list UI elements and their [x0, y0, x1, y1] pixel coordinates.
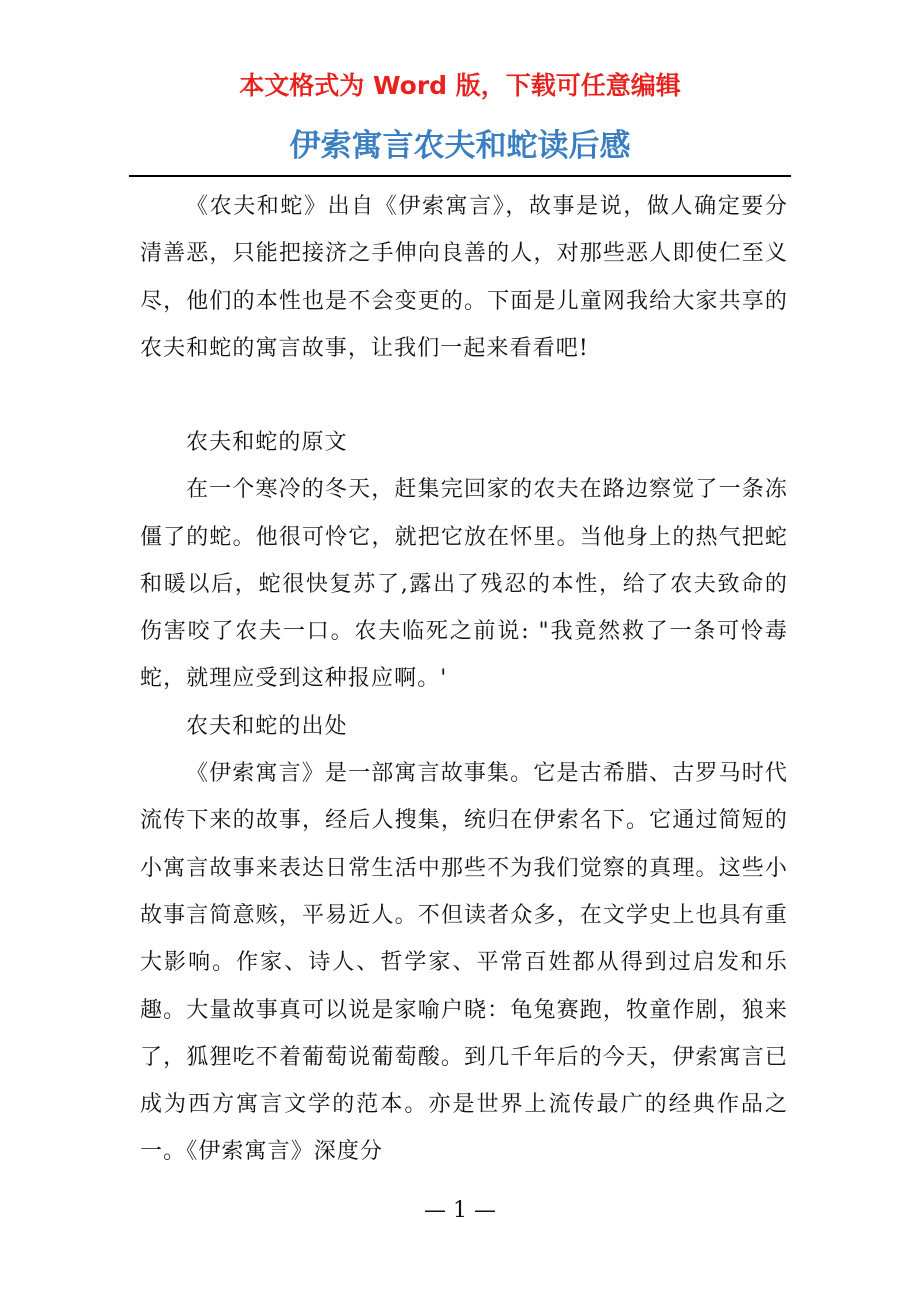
document-body — [140, 183, 788, 372]
original-story-paragraph: 在一个寒冷的冬天，赶集完回家的农夫在路边察觉了一条冻僵了的蛇。他很可怜它，就把它放在怀里。当他身上的热气把蛇和暖以后，蛇很快复苏了,露出了残忍的本性，给了农夫致命的伤害咬了农夫一口。农夫临死之前说: "我竟然救了一条可怜毒蛇，就理应受到这种报应啊。' — [140, 477, 788, 692]
title-divider — [129, 175, 791, 177]
section-original — [140, 419, 788, 1176]
intro-paragraph: 《农夫和蛇》出自《伊索寓言》，故事是说，做人确定要分清善恶，只能把接济之手伸向良善的人，对那些恶人即使仁至义尽，他们的本性也是不会变更的。下面是儿童网我给大家共享的农夫和蛇的寓言故事，让我们一起来看看吧! — [140, 194, 788, 361]
format-notice-banner: 本文格式为 Word 版，下载可任意编辑 — [239, 71, 681, 100]
source-paragraph: 《伊索寓言》是一部寓言故事集。它是古希腊、古罗马时代流传下来的故事，经后人搜集，统归在伊索名下。它通过简短的小寓言故事来表达日常生活中那些不为我们觉察的真理。这些小故事言简意赅，平易近人。不但读者众多，在文学史上也具有重大影响。作家、诗人、哲学家、平常百姓都从得到过启发和乐趣。大量故事真可以说是家喻户晓：龟兔赛跑，牧童作剧，狼来了，狐狸吃不着葡萄说葡萄酸。到几千年后的今天，伊索寓言已成为西方寓言文学的范本。亦是世界上流传最广的经典作品之一。《伊索寓言》深度分 — [140, 761, 788, 1165]
document-title: 伊索寓言农夫和蛇读后感 — [289, 128, 631, 164]
section-heading-original: 农夫和蛇的原文 — [186, 430, 348, 455]
section-heading-source: 农夫和蛇的出处 — [186, 713, 348, 739]
page-number: — 1 — — [424, 1198, 496, 1223]
